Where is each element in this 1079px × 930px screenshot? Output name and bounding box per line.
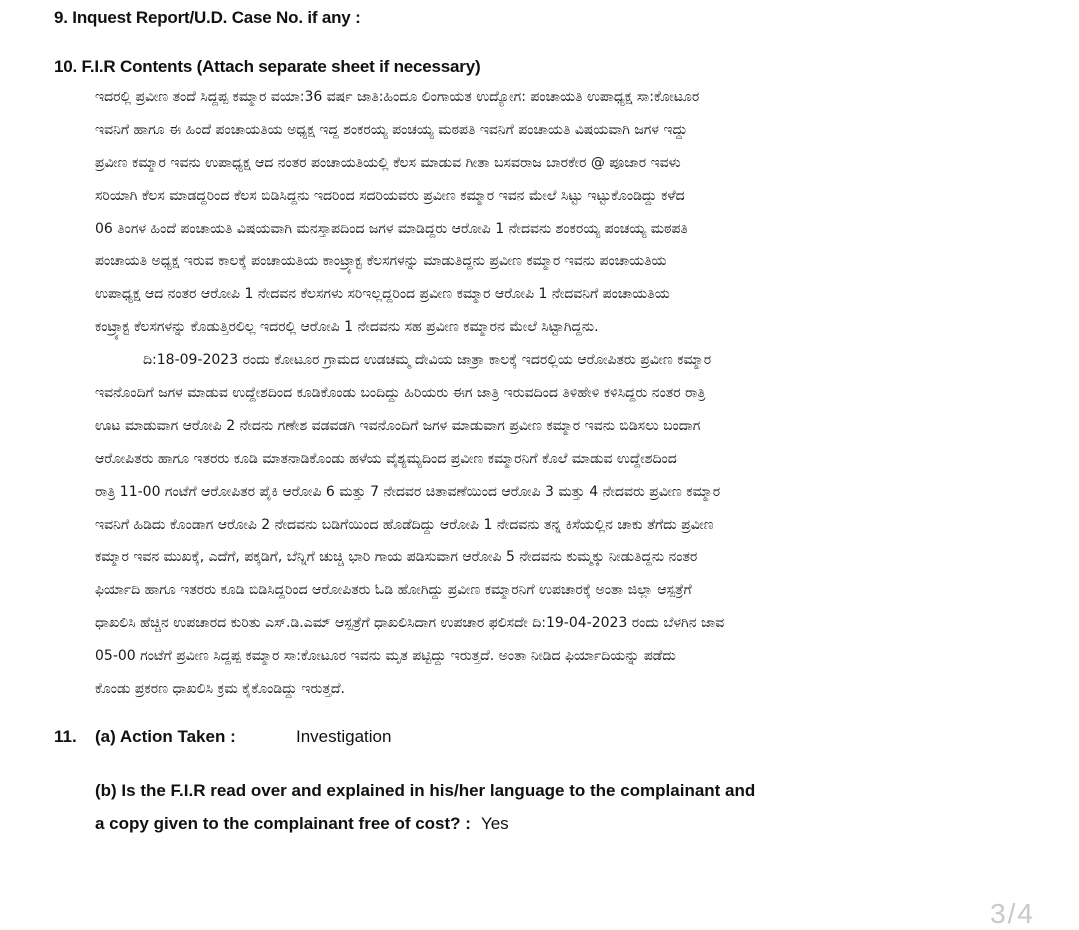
fir-line: ಧಾಖಲಿಸಿ ಹೆಚ್ಚಿನ ಉಪಚಾರದ ಕುರಿತು ಎಸ್.ಡಿ.ಎಮ್ ಆಸ್ಪತ್ರೆಗೆ ಧಾಖಲಿಸಿದಾಗ ಉಪಚಾರ ಫಲಿಸದೇ ದಿ:19-04-2023 ರಂದು ಬೆಳಗಿನ ಜಾವ xyxy=(95,615,725,632)
fir-read-question-line1: (b) Is the F.I.R read over and explained in his/her language to the complainant and xyxy=(95,781,756,800)
fir-line: ಫಿರ್ಯಾದಿ ಹಾಗೂ ಇತರರು ಕೂಡಿ ಬಿಡಿಸಿದ್ದರಿಂದ ಆರೋಪಿತರು ಓಡಿ ಹೋಗಿದ್ದು ಪ್ರವೀಣ ಕಮ್ಮಾರನಿಗೆ ಉಪಚಾರಕ್ಕೆ ಅಂತಾ ಜಿಲ್ಲಾ ಆಸ್ಪತ್ರೆಗೆ xyxy=(95,582,692,599)
fir-read-answer: Yes xyxy=(480,814,509,833)
fir-line: ಕಮ್ಮಾರ ಇವನ ಮುಖಕ್ಕೆ, ಎದೆಗೆ, ಪಕ್ಕಡಿಗೆ, ಬೆನ್ನಿಗೆ ಚುಚ್ಚಿ ಭಾರಿ ಗಾಯ ಪಡಿಸುವಾಗ ಆರೋಪಿ 5 ನೇದವನು ಕುಮ್ಮಕ್ಕು ನೀಡುತಿದ್ದನು ನಂತರ xyxy=(95,549,698,566)
fir-line: ರಾತ್ರಿ 11-00 ಗಂಟೆಗೆ ಆರೋಪಿತರ ಪೈಕಿ ಆರೋಪಿ 6 ಮತ್ತು 7 ನೇದವರ ಚಿತಾವಣೆಯಿಂದ ಆರೋಪಿ 3 ಮತ್ತು 4 ನೇದವರು ಪ್ರವೀಣ ಕಮ್ಮಾರ xyxy=(95,483,721,500)
inquest-report-heading: 9. Inquest Report/U.D. Case No. if any : xyxy=(54,8,361,27)
fir-line: ಇವನಿಗೆ ಹಿಡಿದು ಕೊಂಡಾಗ ಆರೋಪಿ 2 ನೇದವನು ಬಡಿಗೆಯಿಂದ ಹೊಡೆದಿದ್ದು ಆರೋಪಿ 1 ನೇದವನು ತನ್ನ ಕಿಸೆಯಲ್ಲಿನ ಚಾಕು ತೆಗೆದು ಪ್ರವೀಣ xyxy=(95,516,714,533)
fir-line: ಸರಿಯಾಗಿ ಕೆಲಸ ಮಾಡದ್ದರಿಂದ ಕೆಲಸ ಬಿಡಿಸಿದ್ದನು ಇದರಿಂದ ಸದರಿಯವರು ಪ್ರವೀಣ ಕಮ್ಮಾರ ಇವನ ಮೇಲೆ ಸಿಟ್ಟು ಇಟ್ಟುಕೊಂಡಿದ್ದು ಕಳೆದ xyxy=(95,187,685,204)
fir-line: ಇವನೊಂದಿಗೆ ಜಗಳ ಮಾಡುವ ಉದ್ದೇಶದಿಂದ ಕೂಡಿಕೊಂಡು ಬಂದಿದ್ದು ಹಿರಿಯರು ಈಗ ಜಾತ್ರಿ ಇರುವದಿಂದ ತಿಳಿಹೇಳಿ ಕಳಿಸಿದ್ದರು ನಂತರ ರಾತ್ರಿ xyxy=(95,385,706,402)
fir-line: ಪ್ರವೀಣ ಕಮ್ಮಾರ ಇವನು ಉಪಾಧ್ಯಕ್ಷ ಆದ ನಂತರ ಪಂಚಾಯತಿಯಲ್ಲಿ ಕೆಲಸ ಮಾಡುವ ಗೀತಾ ಬಸವರಾಜ ಬಾರಕೇರ @ ಪೂಜಾರ ಇವಳು xyxy=(95,154,681,171)
page-number: 3/4 xyxy=(990,898,1035,929)
fir-line: ದಿ:18-09-2023 ರಂದು ಕೋಟೂರ ಗ್ರಾಮದ ಉಡಚಮ್ಮ ದೇವಿಯ ಜಾತ್ರಾ ಕಾಲಕ್ಕೆ ಇದರಲ್ಲಿಯ ಆರೋಪಿತರು ಪ್ರವೀಣ ಕಮ್ಮಾರ xyxy=(143,352,712,369)
fir-line: ಕಂಟ್ರ್ಯಾಕ್ಟ ಕೆಲಸಗಳನ್ನು ಕೊಡುತ್ತಿರಲಿಲ್ಲ ಇದರಲ್ಲಿ ಆರೋಪಿ 1 ನೇದವನು ಸಹ ಪ್ರವೀಣ ಕಮ್ಮಾರನ ಮೇಲೆ ಸಿಟ್ಟಾಗಿದ್ದನು. xyxy=(95,319,599,336)
item-11-number: 11. xyxy=(54,727,77,746)
fir-line: ಕೊಂಡು ಪ್ರಕರಣ ಧಾಖಲಿಸಿ ಕ್ರಮ ಕೈಕೊಂಡಿದ್ದು ಇರುತ್ತದೆ. xyxy=(95,681,345,698)
fir-contents-body xyxy=(95,81,955,706)
fir-line: ಆರೋಪಿತರು ಹಾಗೂ ಇತರರು ಕೂಡಿ ಮಾತನಾಡಿಕೊಂಡು ಹಳೆಯ ವೈಶ್ಯಮ್ಯದಿಂದ ಪ್ರವೀಣ ಕಮ್ಮಾರನಿಗೆ ಕೊಲೆ ಮಾಡುವ ಉದ್ದೇಶದಿಂದ xyxy=(95,450,677,467)
fir-line: ಇವನಿಗೆ ಹಾಗೂ ಈ ಹಿಂದೆ ಪಂಚಾಯತಿಯ ಅಧ್ಯಕ್ಷ ಇದ್ದ ಶಂಕರಯ್ಯ ಪಂಚಯ್ಯ ಮಠಪತಿ ಇವನಿಗೆ ಪಂಚಾಯತಿ ವಿಷಯವಾಗಿ ಜಗಳ ಇದ್ದು xyxy=(95,121,688,138)
action-taken-value: Investigation xyxy=(296,727,392,746)
fir-line: ಪಂಚಾಯತಿ ಅಧ್ಯಕ್ಷ ಇರುವ ಕಾಲಕ್ಕೆ ಪಂಚಾಯತಿಯ ಕಾಂಟ್ರ್ಯಾಕ್ಟ ಕೆಲಸಗಳನ್ನು ಮಾಡುತಿದ್ದನು ಪ್ರವೀಣ ಕಮ್ಮಾರ ಇವನು ಪಂಚಾಯತಿಯ xyxy=(95,253,667,270)
fir-line: 06 ತಿಂಗಳ ಹಿಂದೆ ಪಂಚಾಯತಿ ವಿಷಯವಾಗಿ ಮನಸ್ತಾಪದಿಂದ ಜಗಳ ಮಾಡಿದ್ದರು ಆರೋಪಿ 1 ನೇದವನು ಶಂಕರಯ್ಯ ಪಂಚಯ್ಯ ಮಠಪತಿ xyxy=(95,220,688,237)
action-taken-label: (a) Action Taken : xyxy=(95,727,236,746)
fir-read-question-line2 xyxy=(95,814,509,834)
fir-line: ಊಟ ಮಾಡುವಾಗ ಆರೋಪಿ 2 ನೇದನು ಗಣೇಶ ವಡವಡಗಿ ಇವನೊಂದಿಗೆ ಜಗಳ ಮಾಡುವಾಗ ಪ್ರವೀಣ ಕಮ್ಮಾರ ಇವನು ಬಿಡಿಸಲು ಬಂದಾಗ xyxy=(95,417,701,434)
fir-contents-heading: 10. F.I.R Contents (Attach separate sheet if necessary) xyxy=(54,57,481,76)
fir-line: ಉಪಾಧ್ಯಕ್ಷ ಆದ ನಂತರ ಆರೋಪಿ 1 ನೇದವನ ಕೆಲಸಗಳು ಸರಿಇಲ್ಲದ್ದರಿಂದ ಪ್ರವೀಣ ಕಮ್ಮಾರ ಆರೋಪಿ 1 ನೇದವನಿಗೆ ಪಂಚಾಯತಿಯ xyxy=(95,286,670,303)
fir-line: 05-00 ಗಂಟೆಗೆ ಪ್ರವೀಣ ಸಿದ್ದಪ್ಪ ಕಮ್ಮಾರ ಸಾ:ಕೋಟೂರ ಇವನು ಮೃತ ಪಟ್ಟಿದ್ದು ಇರುತ್ತದೆ. ಅಂತಾ ನೀಡಿದ ಫಿರ್ಯಾದಿಯನ್ನು ಪಡೆದು xyxy=(95,648,676,665)
fir-line: ಇದರಲ್ಲಿ ಪ್ರವೀಣ ತಂದೆ ಸಿದ್ದಪ್ಪ ಕಮ್ಮಾರ ವಯಾ:36 ವರ್ಷ ಜಾತಿ:ಹಿಂದೂ ಲಿಂಗಾಯತ ಉದ್ಯೋಗ: ಪಂಚಾಯತಿ ಉಪಾಧ್ಯಕ್ಷ ಸಾ:ಕೋಟೂರ xyxy=(95,89,700,105)
fir-read-question-text: a copy given to the complainant free of cost? : xyxy=(95,814,471,833)
